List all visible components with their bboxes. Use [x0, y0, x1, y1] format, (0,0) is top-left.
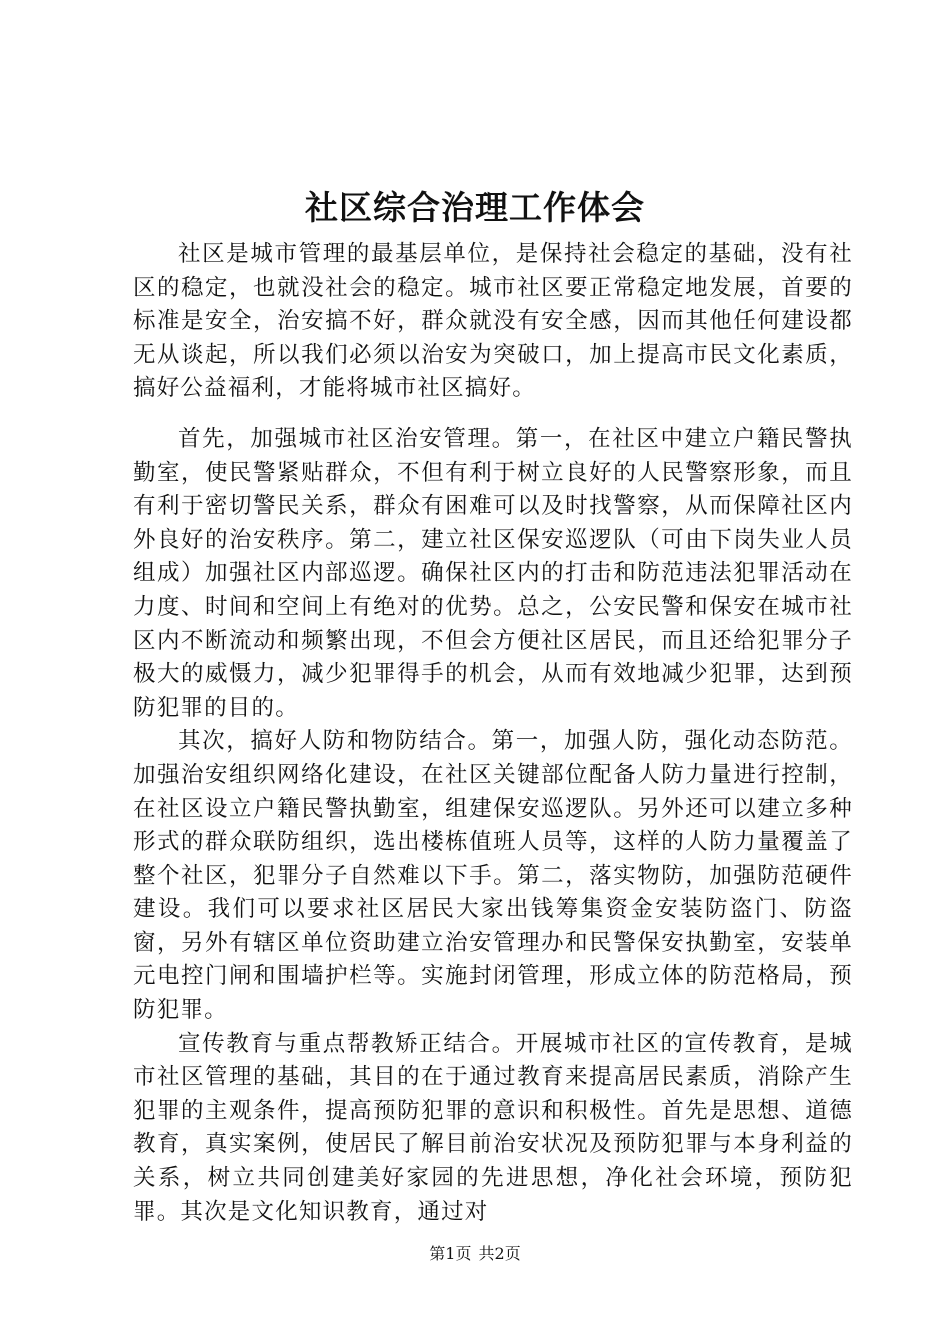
document-title: 社区综合治理工作体会 — [305, 188, 645, 227]
document-body — [133, 238, 853, 1229]
page-total: 共2页 — [478, 1244, 521, 1263]
paragraph-education: 宣传教育与重点帮教矫正结合。开展城市社区的宣传教育，是城市社区管理的基础，其目的在于通过教育来提高居民素质，消除产生犯罪的主观条件，提高预防犯罪的意识和积极性。首先是思想、道德教育，真实案例，使居民了解目前治安状况及预防犯罪与本身利益的关系，树立共同创建美好家园的先进思想，净化社会环境，预防犯罪。其次是文化知识教育，通过对 — [133, 1030, 853, 1225]
paragraph-prevention: 其次，搞好人防和物防结合。第一，加强人防，强化动态防范。加强治安组织网络化建设，在社区关键部位配备人防力量进行控制，在社区设立户籍民警执勤室，组建保安巡逻队。另外还可以建立多种形式的群众联防组织，选出楼栋值班人员等，这样的人防力量覆盖了整个社区，犯罪分子自然难以下手。第二，落实物防，加强防范硬件建设。我们可以要求社区居民大家出钱筹集资金安装防盗门、防盗窗，另外有辖区单位资助建立治安管理办和民警保安执勤室，安装单元电控门闸和围墙护栏等。实施封闭管理，形成立体的防范格局，预防犯罪。 — [133, 728, 853, 1024]
paragraph-security: 首先，加强城市社区治安管理。第一，在社区中建立户籍民警执勤室，使民警紧贴群众，不但有利于树立良好的人民警察形象，而且有利于密切警民关系，群众有困难可以及时找警察，从而保障社区内外良好的治安秩序。第二，建立社区保安巡逻队（可由下岗失业人员组成）加强社区内部巡逻。确保社区内的打击和防范违法犯罪活动在力度、时间和空间上有绝对的优势。总之，公安民警和保安在城市社区内不断流动和频繁出现，不但会方便社区居民，而且还给犯罪分子极大的威慑力，减少犯罪得手的机会，从而有效地减少犯罪，达到预防犯罪的目的。 — [133, 425, 853, 721]
page-footer — [0, 1243, 950, 1265]
paragraph-intro: 社区是城市管理的最基层单位，是保持社会稳定的基础，没有社区的稳定，也就没社会的稳定。城市社区要正常稳定地发展，首要的标准是安全，治安搞不好，群众就没有安全感，因而其他任何建设都无从谈起，所以我们必须以治安为突破口，加上提高市民文化素质，搞好公益福利，才能将城市社区搞好。 — [133, 241, 853, 402]
page-number: 第1页 — [429, 1244, 472, 1263]
